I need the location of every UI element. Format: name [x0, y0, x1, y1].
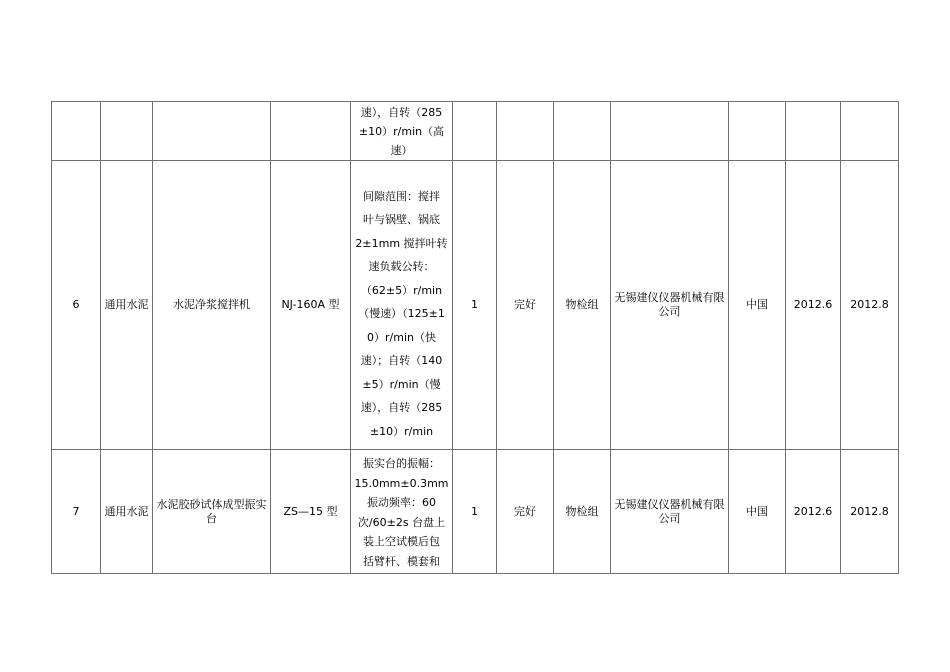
cell-spec	[351, 450, 453, 574]
cell-name: 水泥胶砂试体成型振实台	[153, 450, 271, 574]
spec-line: 0）r/min（快	[367, 330, 436, 344]
equipment-table	[51, 101, 899, 574]
cell-category	[101, 102, 153, 161]
cell-condition: 完好	[497, 450, 554, 574]
cell-no: 7	[52, 450, 101, 574]
cell-condition: 完好	[497, 161, 554, 450]
cell-category: 通用水泥	[101, 450, 153, 574]
cell-dept: 物检组	[554, 161, 611, 450]
spec-line: 叶与锅壁、锅底	[363, 213, 440, 227]
spec-line: 间隙范围：搅拌	[363, 189, 440, 203]
cell-maker: 无锡建仪仪器机械有限公司	[611, 450, 729, 574]
spec-line: 次/60±2s 台盘上	[357, 515, 446, 529]
table-row	[52, 450, 899, 574]
cell-no	[52, 102, 101, 161]
spec-line: （慢速）（125±1	[358, 307, 445, 321]
cell-country: 中国	[729, 450, 786, 574]
cell-dept	[554, 102, 611, 161]
cell-country	[729, 102, 786, 161]
cell-model: ZS—15 型	[271, 450, 351, 574]
cell-qty: 1	[453, 161, 497, 450]
cell-dept: 物检组	[554, 450, 611, 574]
spec-line: 速），自转（285	[360, 401, 443, 415]
cell-made-date	[786, 102, 841, 161]
cell-category: 通用水泥	[101, 161, 153, 450]
cell-qty	[453, 102, 497, 161]
cell-maker: 无锡建仪仪器机械有限公司	[611, 161, 729, 450]
cell-made-date: 2012.6	[786, 161, 841, 450]
spec-line: （62±5）r/min	[360, 283, 443, 297]
spec-line: 2±1mm 搅拌叶转	[355, 236, 448, 250]
cell-made-date: 2012.6	[786, 450, 841, 574]
spec-line: 速）	[390, 143, 413, 157]
spec-line: ±10）r/min	[369, 424, 434, 438]
cell-country: 中国	[729, 161, 786, 450]
cell-name: 水泥净浆搅拌机	[153, 161, 271, 450]
cell-model: NJ-160A 型	[271, 161, 351, 450]
cell-purchase-date	[841, 102, 899, 161]
cell-model	[271, 102, 351, 161]
cell-no: 6	[52, 161, 101, 450]
spec-line: 速），自转（285	[360, 105, 443, 119]
cell-qty: 1	[453, 450, 497, 574]
spec-line: 振实台的振幅：	[363, 457, 440, 470]
table-row	[52, 102, 899, 161]
cell-spec	[351, 161, 453, 450]
spec-line: ±10）r/min（高	[358, 124, 445, 138]
spec-line: 15.0mm±0.3mm	[354, 476, 449, 490]
cell-purchase-date: 2012.8	[841, 161, 899, 450]
spec-line: ±5）r/min（慢	[362, 377, 441, 391]
spec-line: 速负载公转：	[368, 260, 435, 274]
spec-line: 速）；自转（140	[360, 354, 443, 368]
cell-name	[153, 102, 271, 161]
cell-maker	[611, 102, 729, 161]
table-row	[52, 161, 899, 450]
cell-purchase-date: 2012.8	[841, 450, 899, 574]
cell-spec	[351, 102, 453, 161]
cell-condition	[497, 102, 554, 161]
spec-line: 振动频率：60	[367, 496, 436, 509]
spec-line: 装上空试模后包	[363, 535, 440, 548]
spec-line: 括臂杆、模套和	[363, 554, 440, 568]
